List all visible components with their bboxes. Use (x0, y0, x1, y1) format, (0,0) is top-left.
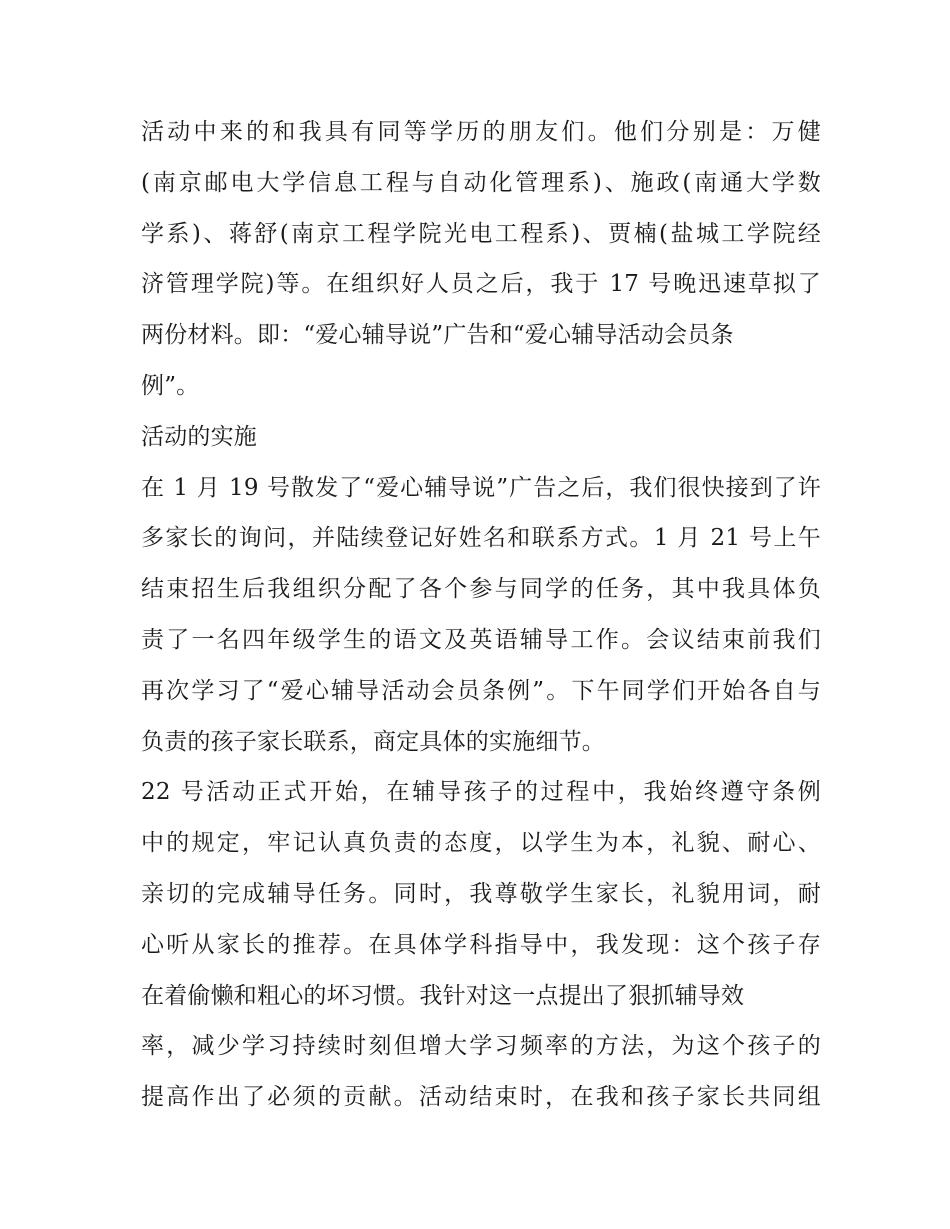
section-heading-implementation: 活动的实施 (141, 423, 257, 450)
text-line-11: 责了一名四年级学生的语文及英语辅导工作。会议结束前我们 (141, 626, 821, 653)
text-line-8: 在 1 月 19 号散发了“爱心辅导说”广告之后，我们很快接到了许 (141, 474, 821, 501)
text-line-18: 在着偷懒和粗心的坏习惯。我针对这一点提出了狠抓辅导效 (141, 982, 745, 1009)
text-line-2: (南京邮电大学信息工程与自动化管理系)、施政(南通大学数 (141, 169, 821, 196)
text-line-5: 两份材料。即：“爱心辅导说”广告和“爱心辅导活动会员条 (141, 322, 734, 349)
text-line-13: 负责的孩子家长联系，商定具体的实施细节。 (141, 728, 605, 755)
text-line-17: 心听从家长的推荐。在具体学科指导中，我发现：这个孩子存 (141, 931, 821, 958)
body-text (141, 107, 821, 1123)
text-line-12: 再次学习了“爱心辅导活动会员条例”。下午同学们开始各自与 (141, 677, 821, 704)
text-line-20: 提高作出了必须的贡献。活动结束时，在我和孩子家长共同组 (141, 1084, 821, 1111)
text-line-10: 结束招生后我组织分配了各个参与同学的任务，其中我具体负 (141, 576, 821, 603)
text-line-19: 率，减少学习持续时刻但增大学习频率的方法，为这个孩子的 (141, 1033, 821, 1060)
text-line-1: 活动中来的和我具有同等学历的朋友们。他们分别是：万健 (141, 119, 821, 145)
text-line-15: 中的规定，牢记认真负责的态度，以学生为本，礼貌、耐心、 (141, 830, 821, 857)
text-line-4: 济管理学院)等。在组织好人员之后，我于 17 号晚迅速草拟了 (141, 271, 821, 298)
text-line-9: 多家长的询问，并陆续登记好姓名和联系方式。1 月 21 号上午 (141, 525, 821, 552)
text-line-14: 22 号活动正式开始，在辅导孩子的过程中，我始终遵守条例 (141, 779, 821, 806)
text-line-16: 亲切的完成辅导任务。同时，我尊敬学生家长，礼貌用词，耐 (141, 880, 821, 907)
text-line-6: 例”。 (141, 372, 200, 399)
text-line-3: 学系)、蒋舒(南京工程学院光电工程系)、贾楠(盐城工学院经 (141, 220, 821, 247)
